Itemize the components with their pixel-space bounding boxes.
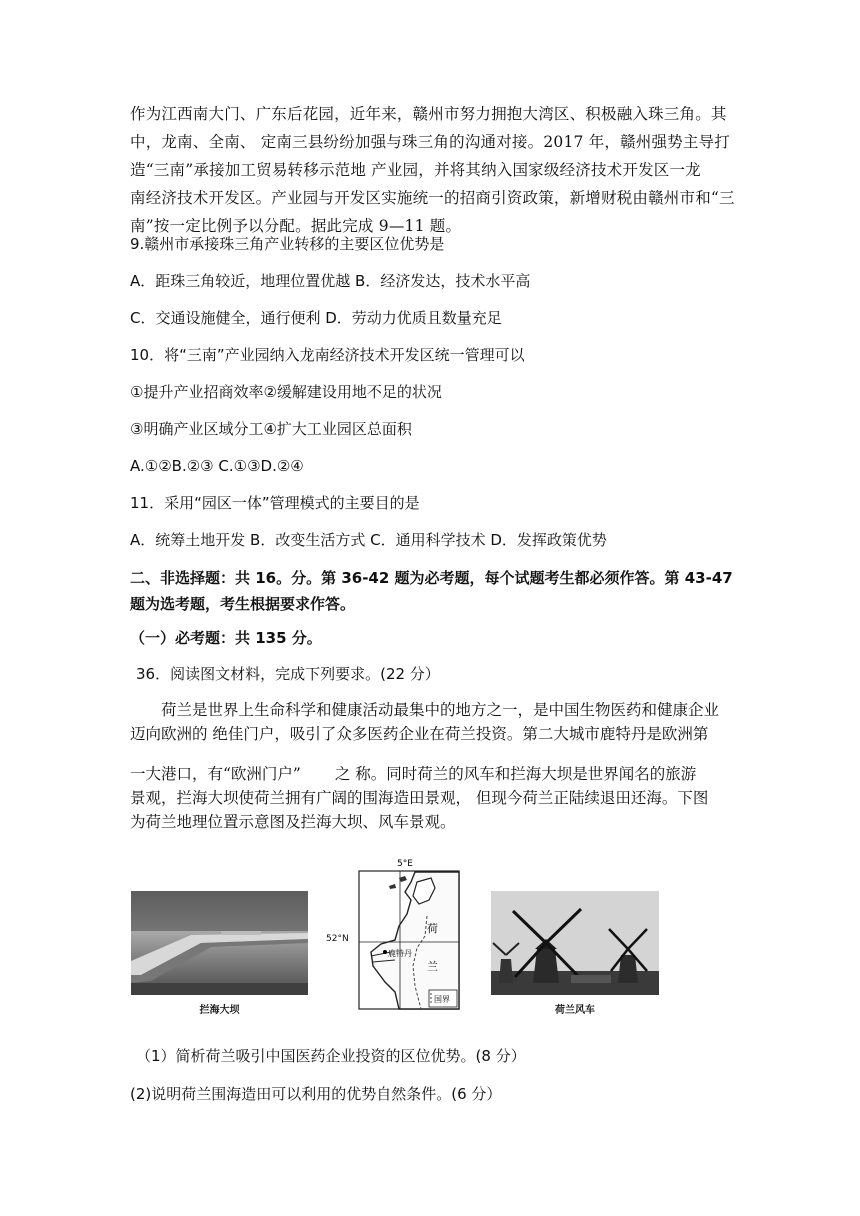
q10-stem: 10．将“三南”产业园纳入龙南经济技术开发区统一管理可以 (130, 346, 525, 364)
q10-items-34: ③明确产业区域分工④扩大工业园区总面积 (130, 420, 412, 438)
dam-photo (131, 891, 308, 995)
section2-line: 题为选考题，考生根据要求作答。 (130, 595, 356, 613)
rotterdam-dot (383, 950, 387, 954)
map-lat-label: 52°N (326, 934, 349, 944)
intro-line: 中，龙南、全南、 定南三县纷纷加强与珠三角的沟通对接。2017 年，赣州强势主导打 (130, 133, 731, 151)
q36-sub1: （1）简析荷兰吸引中国医药企业投资的区位优势。(8 分） (136, 1047, 526, 1065)
intro-line: 造“三南”承接加工贸易转移示范地 产业园，并将其纳入国家级经济技术开发区一龙 (130, 161, 701, 179)
material-text: 之 称。同时荷兰的风车和拦海大坝是世界闻名的旅游 (334, 765, 697, 783)
intro-paragraph (130, 100, 735, 240)
windmill-illustration (491, 891, 659, 995)
dam-illustration (131, 891, 308, 995)
map-country-label-2: 兰 (427, 960, 438, 973)
material-line (130, 762, 730, 786)
q10-options: A.①②B.②③ C.①③D.②④ (130, 457, 304, 475)
map-illustration (355, 856, 465, 1010)
q36-material-cont (130, 762, 730, 834)
q9-stem: 9.赣州市承接珠三角产业转移的主要区位优势是 (130, 235, 445, 253)
windmill-caption: 荷兰风车 (555, 1005, 595, 1016)
section2-line: 二、非选择题：共 16。分。第 36-42 题为必考题，每个试题考生都必须作答。第 43-47 (130, 569, 733, 587)
material-line: 为荷兰地理位置示意图及拦海大坝、风车景观。 (130, 813, 456, 831)
material-text: 一大港口，有“欧洲门户” (130, 765, 301, 783)
q10-items-12: ①提升产业招商效率②缓解建设用地不足的状况 (130, 383, 442, 401)
q11-options: A．统筹土地开发 B．改变生活方式 C．通用科学技术 D．发挥政策优势 (130, 531, 607, 549)
q11-stem: 11．采用“园区一体”管理模式的主要目的是 (130, 494, 420, 512)
q36-stem: 36．阅读图文材料，完成下列要求。(22 分） (136, 665, 440, 683)
q36-material (130, 698, 730, 746)
map-country-label-1: 荷 (427, 922, 438, 935)
material-line: 迈向欧洲的 绝佳门户，吸引了众多医药企业在荷兰投资。第二大城市鹿特丹是欧洲第 (130, 725, 709, 743)
map-lon-label: 5°E (397, 859, 413, 869)
material-line: 景观，拦海大坝使荷兰拥有广阔的围海造田景观， 但现今荷兰正陆续退田还海。下图 (130, 789, 709, 807)
q9-options-ab: A．距珠三角较近，地理位置优越 B．经济发达，技术水平高 (130, 272, 531, 290)
netherlands-map (355, 856, 465, 1010)
intro-line: 南”按一定比例予以分配。据此完成 9—11 题。 (130, 217, 462, 235)
section2-heading (130, 565, 733, 617)
windmill-photo (491, 891, 659, 995)
intro-line: 南经济技术开发区。产业园与开发区实施统一的招商引资政策，新增财税由赣州市和“三 (130, 189, 735, 207)
dam-caption: 拦海大坝 (199, 1005, 240, 1016)
q9-options-cd: C．交通设施健全，通行便利 D．劳动力优质且数量充足 (130, 309, 502, 327)
intro-line: 作为江西南大门、广东后花园，近年来，赣州市努力拥抱大湾区、积极融入珠三角。其 (130, 105, 727, 123)
q36-sub2: (2)说明荷兰围海造田可以利用的优势自然条件。(6 分） (130, 1085, 502, 1103)
map-city-label: 鹿特丹 (388, 949, 412, 958)
material-line: 荷兰是世界上生命科学和健康活动最集中的地方之一，是中国生物医药和健康企业 (161, 701, 720, 719)
map-legend-label: 国界 (434, 995, 450, 1004)
part1-heading: （一）必考题：共 135 分。 (130, 629, 322, 647)
